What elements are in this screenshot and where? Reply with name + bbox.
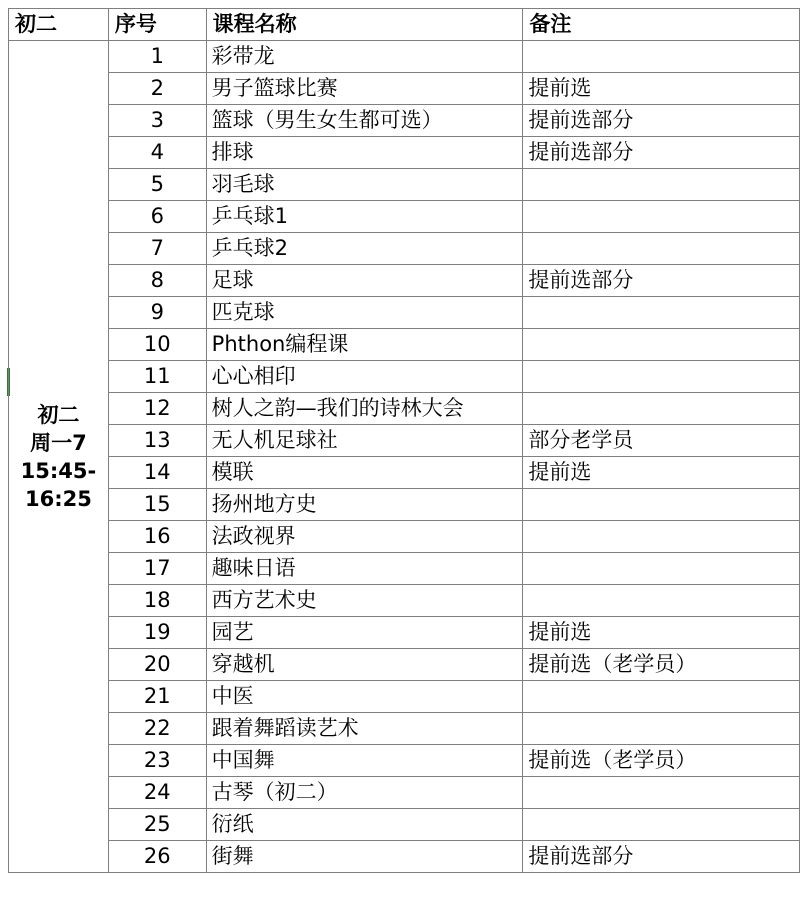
table-row [9, 745, 800, 777]
table-row [9, 361, 800, 393]
note-cell[interactable]: 提前选部分 [523, 841, 800, 873]
note-cell[interactable]: 提前选 [523, 73, 800, 105]
grade-time-line2: 周一7 [30, 430, 87, 455]
header-course-name[interactable]: 课程名称 [206, 9, 523, 41]
table-row [9, 841, 800, 873]
note-cell[interactable] [523, 713, 800, 745]
note-cell[interactable] [523, 521, 800, 553]
course-name-cell[interactable]: 中国舞 [206, 745, 523, 777]
course-name-cell[interactable]: 扬州地方史 [206, 489, 523, 521]
table-row [9, 201, 800, 233]
row-number-cell[interactable]: 14 [108, 457, 206, 489]
course-name-cell[interactable]: 羽毛球 [206, 169, 523, 201]
grade-time-line3: 15:45- [20, 458, 97, 483]
table-row [9, 233, 800, 265]
course-name-cell[interactable]: 中医 [206, 681, 523, 713]
row-number-cell[interactable]: 5 [108, 169, 206, 201]
row-number-cell[interactable]: 19 [108, 617, 206, 649]
note-cell[interactable] [523, 201, 800, 233]
course-name-cell[interactable]: 心心相印 [206, 361, 523, 393]
note-cell[interactable]: 部分老学员 [523, 425, 800, 457]
course-name-cell[interactable]: 排球 [206, 137, 523, 169]
course-name-cell[interactable]: 西方艺术史 [206, 585, 523, 617]
note-cell[interactable] [523, 585, 800, 617]
course-name-cell[interactable]: 乒乓球1 [206, 201, 523, 233]
table-row [9, 393, 800, 425]
table-row [9, 585, 800, 617]
course-name-cell[interactable]: 足球 [206, 265, 523, 297]
note-cell[interactable] [523, 489, 800, 521]
course-name-cell[interactable]: 男子篮球比赛 [206, 73, 523, 105]
header-grade[interactable]: 初二 [9, 9, 109, 41]
course-name-cell[interactable]: 趣味日语 [206, 553, 523, 585]
row-number-cell[interactable]: 15 [108, 489, 206, 521]
course-name-cell[interactable]: 树人之韵—我们的诗林大会 [206, 393, 523, 425]
row-number-cell[interactable]: 12 [108, 393, 206, 425]
table-row [9, 457, 800, 489]
course-name-cell[interactable]: 匹克球 [206, 297, 523, 329]
note-cell[interactable] [523, 41, 800, 73]
row-number-cell[interactable]: 17 [108, 553, 206, 585]
grade-time-line1: 初二 [37, 402, 80, 427]
course-name-cell[interactable]: 街舞 [206, 841, 523, 873]
note-cell[interactable] [523, 809, 800, 841]
table-row [9, 137, 800, 169]
table-row [9, 425, 800, 457]
row-number-cell[interactable]: 9 [108, 297, 206, 329]
row-number-cell[interactable]: 2 [108, 73, 206, 105]
note-cell[interactable] [523, 777, 800, 809]
note-cell[interactable] [523, 361, 800, 393]
table-row [9, 521, 800, 553]
row-number-cell[interactable]: 8 [108, 265, 206, 297]
note-cell[interactable]: 提前选部分 [523, 105, 800, 137]
course-name-cell[interactable]: 彩带龙 [206, 41, 523, 73]
grade-time-cell[interactable] [9, 41, 109, 873]
row-number-cell[interactable]: 10 [108, 329, 206, 361]
row-number-cell[interactable]: 1 [108, 41, 206, 73]
row-number-cell[interactable]: 25 [108, 809, 206, 841]
course-name-cell[interactable]: 乒乓球2 [206, 233, 523, 265]
course-name-cell[interactable]: 篮球（男生女生都可选） [206, 105, 523, 137]
table-row [9, 73, 800, 105]
row-number-cell[interactable]: 4 [108, 137, 206, 169]
table-row [9, 489, 800, 521]
course-name-cell[interactable]: 无人机足球社 [206, 425, 523, 457]
header-note[interactable]: 备注 [523, 9, 800, 41]
course-name-cell[interactable]: 法政视界 [206, 521, 523, 553]
table-row [9, 297, 800, 329]
table-row [9, 777, 800, 809]
course-name-cell[interactable]: 园艺 [206, 617, 523, 649]
course-name-cell[interactable]: 跟着舞蹈读艺术 [206, 713, 523, 745]
note-cell[interactable]: 提前选部分 [523, 265, 800, 297]
table-row [9, 681, 800, 713]
note-cell[interactable]: 提前选部分 [523, 137, 800, 169]
course-name-cell[interactable]: 穿越机 [206, 649, 523, 681]
note-cell[interactable] [523, 297, 800, 329]
note-cell[interactable] [523, 233, 800, 265]
grade-time-line4: 16:25 [25, 486, 92, 511]
table-row [9, 41, 800, 73]
row-number-cell[interactable]: 26 [108, 841, 206, 873]
table-row [9, 617, 800, 649]
row-number-cell[interactable]: 7 [108, 233, 206, 265]
note-cell[interactable]: 提前选 [523, 617, 800, 649]
table-row [9, 105, 800, 137]
table-row [9, 649, 800, 681]
row-number-cell[interactable]: 23 [108, 745, 206, 777]
row-number-cell[interactable]: 3 [108, 105, 206, 137]
note-cell[interactable] [523, 169, 800, 201]
course-name-cell[interactable]: 模联 [206, 457, 523, 489]
row-number-cell[interactable]: 22 [108, 713, 206, 745]
course-name-cell[interactable]: Phthon编程课 [206, 329, 523, 361]
note-cell[interactable] [523, 681, 800, 713]
table-row [9, 713, 800, 745]
header-number[interactable]: 序号 [108, 9, 206, 41]
table-row [9, 553, 800, 585]
note-cell[interactable]: 提前选 [523, 457, 800, 489]
note-cell[interactable] [523, 393, 800, 425]
header-row [9, 9, 800, 41]
course-table [8, 8, 800, 873]
row-number-cell[interactable]: 16 [108, 521, 206, 553]
row-number-cell[interactable]: 11 [108, 361, 206, 393]
table-row [9, 265, 800, 297]
table-row [9, 809, 800, 841]
row-number-cell[interactable]: 6 [108, 201, 206, 233]
table-row [9, 329, 800, 361]
note-cell[interactable] [523, 329, 800, 361]
row-number-cell[interactable]: 24 [108, 777, 206, 809]
row-number-cell[interactable]: 21 [108, 681, 206, 713]
row-number-cell[interactable]: 18 [108, 585, 206, 617]
note-cell[interactable]: 提前选（老学员） [523, 649, 800, 681]
course-name-cell[interactable]: 衍纸 [206, 809, 523, 841]
table-row [9, 169, 800, 201]
course-name-cell[interactable]: 古琴（初二） [206, 777, 523, 809]
row-number-cell[interactable]: 13 [108, 425, 206, 457]
row-number-cell[interactable]: 20 [108, 649, 206, 681]
note-cell[interactable] [523, 553, 800, 585]
note-cell[interactable]: 提前选（老学员） [523, 745, 800, 777]
